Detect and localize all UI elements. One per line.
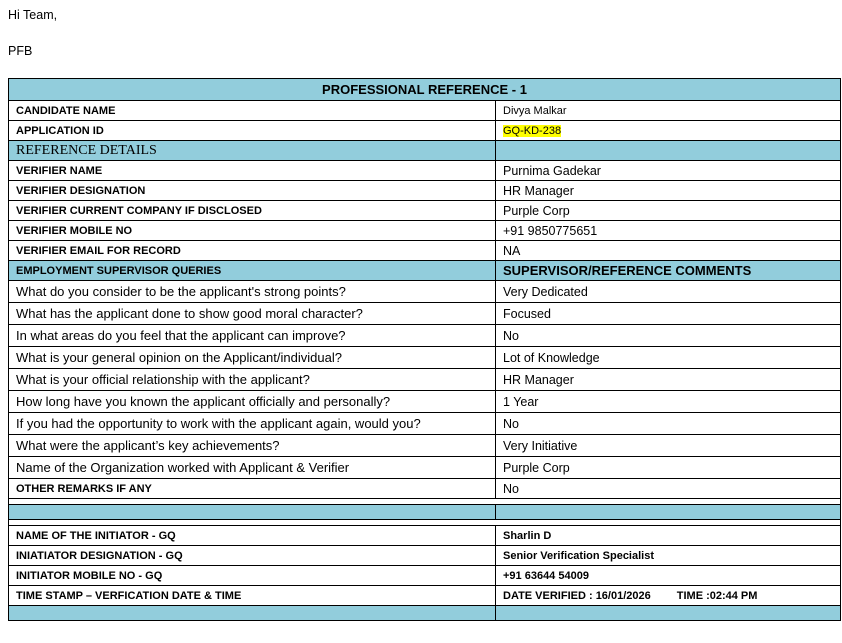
verifier-mobile-value: +91 9850775651 [496,221,841,241]
table-row [9,161,841,181]
question-text: What were the applicant’s key achievements? [9,435,496,457]
initiator-name-label: NAME OF THE INITIATOR - GQ [9,526,496,546]
application-id-value: GQ-KD-238 [503,124,562,137]
table-row [9,457,841,479]
table-row [9,413,841,435]
reference-details-blank [496,141,841,161]
table-row [9,303,841,325]
answer-text: Very Dedicated [496,281,841,303]
table-row [9,201,841,221]
reference-details-heading: REFERENCE DETAILS [9,141,496,161]
initiator-mobile-value: +91 63644 54009 [496,566,841,586]
bottom-blue-row [9,606,841,621]
verifier-company-label: VERIFIER CURRENT COMPANY IF DISCLOSED [9,201,496,221]
initiator-designation-label: INIATIATOR DESIGNATION - GQ [9,546,496,566]
table-row [9,347,841,369]
table-row [9,325,841,347]
separator-cell-left [9,505,496,520]
answer-text: 1 Year [496,391,841,413]
comments-header: SUPERVISOR/REFERENCE COMMENTS [496,261,841,281]
timestamp-label: TIME STAMP – VERFICATION DATE & TIME [9,586,496,606]
verifier-email-label: VERIFIER EMAIL FOR RECORD [9,241,496,261]
professional-reference-table [8,78,841,621]
table-row [9,221,841,241]
verifier-mobile-label: VERIFIER MOBILE NO [9,221,496,241]
verifier-name-value: Purnima Gadekar [496,161,841,181]
question-text: In what areas do you feel that the applicant can improve? [9,325,496,347]
table-row [9,281,841,303]
question-text: Name of the Organization worked with Applicant & Verifier [9,457,496,479]
application-id-row [9,121,841,141]
blue-separator-row [9,505,841,520]
timestamp-row [9,586,841,606]
answer-text: Focused [496,303,841,325]
table-title: PROFESSIONAL REFERENCE - 1 [9,79,841,101]
verifier-designation-label: VERIFIER DESIGNATION [9,181,496,201]
table-row [9,546,841,566]
answer-text: No [496,325,841,347]
candidate-row [9,101,841,121]
queries-header-row [9,261,841,281]
table-row [9,181,841,201]
question-text: What is your general opinion on the Applicant/individual? [9,347,496,369]
table-row [9,435,841,457]
reference-details-row [9,141,841,161]
other-remarks-label: OTHER REMARKS IF ANY [9,479,496,499]
title-row [9,79,841,101]
application-id-cell [496,121,841,141]
question-text: What do you consider to be the applicant's strong points? [9,281,496,303]
question-text: What has the applicant done to show good moral character? [9,303,496,325]
candidate-name-label: CANDIDATE NAME [9,101,496,121]
other-remarks-row [9,479,841,499]
table-row [9,369,841,391]
candidate-name-value: Divya Malkar [496,101,841,121]
initiator-designation-value: Senior Verification Specialist [496,546,841,566]
other-remarks-value: No [496,479,841,499]
separator-cell-right [496,505,841,520]
table-row [9,391,841,413]
initiator-mobile-label: INITIATOR MOBILE NO - GQ [9,566,496,586]
verifier-company-value: Purple Corp [496,201,841,221]
verifier-name-label: VERIFIER NAME [9,161,496,181]
greeting-text: Hi Team, [8,8,58,22]
table-row [9,526,841,546]
time-verified: TIME :02:44 PM [676,589,758,602]
question-text: If you had the opportunity to work with the applicant again, would you? [9,413,496,435]
table-row [9,566,841,586]
verifier-designation-value: HR Manager [496,181,841,201]
answer-text: Lot of Knowledge [496,347,841,369]
answer-text: Purple Corp [496,457,841,479]
pfb-text: PFB [8,44,33,58]
bottom-cell-left [9,606,496,621]
timestamp-value [496,586,841,606]
verifier-email-value: NA [496,241,841,261]
answer-text: No [496,413,841,435]
queries-header: EMPLOYMENT SUPERVISOR QUERIES [9,261,496,281]
answer-text: HR Manager [496,369,841,391]
question-text: How long have you known the applicant officially and personally? [9,391,496,413]
table-row [9,241,841,261]
answer-text: Very Initiative [496,435,841,457]
question-text: What is your official relationship with the applicant? [9,369,496,391]
application-id-label: APPLICATION ID [9,121,496,141]
date-verified: DATE VERIFIED : 16/01/2026 [503,589,651,602]
initiator-name-value: Sharlin D [496,526,841,546]
bottom-cell-right [496,606,841,621]
